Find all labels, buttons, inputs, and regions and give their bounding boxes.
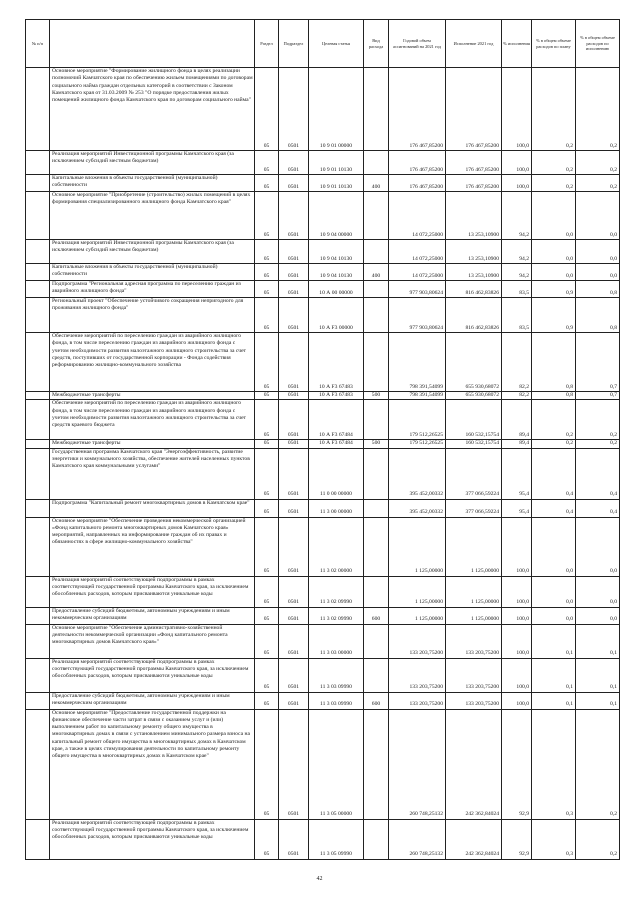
cell-plan: 977 903,80624 [389,281,446,298]
cell-vid [364,333,389,392]
row-num-cell [26,692,50,709]
cell-podrazdel: 0501 [279,576,309,607]
cell-razdel: 05 [255,658,279,692]
cell-share-plan: 0,2 [532,400,576,440]
cell-exec: 13 253,10900 [446,240,502,264]
cell-vid [364,576,389,607]
cell-target: 10 9 04 10130 [309,240,364,264]
cell-share-exec: 0,0 [576,517,620,576]
table-header-row [26,20,620,68]
cell-pct: 100,0 [502,68,532,151]
cell-plan: 1 125,00000 [389,517,446,576]
cell-exec: 133 203,75200 [446,692,502,709]
cell-pct: 94,2 [502,264,532,281]
cell-vid: 400 [364,264,389,281]
cell-plan: 133 203,75200 [389,692,446,709]
table-row [26,517,620,576]
cell-pct: 82,2 [502,392,532,400]
cell-vid: 500 [364,392,389,400]
cell-razdel: 05 [255,448,279,499]
table-row [26,192,620,240]
cell-name: Основное мероприятие "Обеспечение проведения некоммерческой организацией «Фонд капитального ремонта многоквартирных домов Камчатского края» мероприятий, направленных на информирование граждан об их правах и обязанностях в сфере жилищно-коммунального хозяйства" [50,517,255,576]
header-num: № п/п [26,20,50,68]
cell-plan: 395 452,00332 [389,448,446,499]
table-row [26,440,620,448]
cell-name: Реализация мероприятий соответствующей подпрограммы в рамках соответствующей государственной программы Камчатского края, за исключением обособленных расходов, которым присваиваются уникальные коды [50,658,255,692]
cell-vid [364,819,389,859]
cell-pct: 100,0 [502,517,532,576]
cell-podrazdel: 0501 [279,517,309,576]
row-num-cell [26,819,50,859]
table-row [26,333,620,392]
cell-podrazdel: 0501 [279,264,309,281]
cell-plan: 260 748,25132 [389,709,446,819]
header-share-plan: % в общем объеме расходов по плану [532,20,576,68]
cell-exec: 655 930,68072 [446,333,502,392]
cell-plan: 1 125,00000 [389,607,446,624]
cell-pct: 100,0 [502,175,532,192]
cell-share-plan: 0,1 [532,658,576,692]
cell-share-exec: 0,1 [576,692,620,709]
cell-vid [364,448,389,499]
cell-target: 10 А F3 67483 [309,333,364,392]
cell-plan: 14 072,25000 [389,264,446,281]
cell-razdel: 05 [255,692,279,709]
cell-exec: 1 125,00000 [446,517,502,576]
cell-pct: 100,0 [502,607,532,624]
cell-razdel: 05 [255,400,279,440]
cell-share-plan: 0,4 [532,499,576,517]
row-num-cell [26,440,50,448]
cell-pct: 89,4 [502,400,532,440]
cell-share-plan: 0,9 [532,298,576,333]
table-row [26,658,620,692]
cell-target: 10 9 01 10130 [309,151,364,175]
budget-table-page [25,19,619,860]
cell-podrazdel: 0501 [279,448,309,499]
cell-share-exec: 0,7 [576,392,620,400]
cell-vid [364,709,389,819]
table-row [26,607,620,624]
cell-share-plan: 0,8 [532,333,576,392]
cell-share-exec: 0,2 [576,819,620,859]
cell-razdel: 05 [255,576,279,607]
cell-exec: 816 462,83826 [446,298,502,333]
cell-podrazdel: 0501 [279,175,309,192]
table-row [26,448,620,499]
cell-target: 10 А F3 67483 [309,392,364,400]
cell-exec: 13 253,10900 [446,192,502,240]
table-row [26,264,620,281]
cell-share-exec: 0,0 [576,192,620,240]
cell-share-exec: 0,0 [576,607,620,624]
cell-pct: 94,2 [502,240,532,264]
header-pct: % исполнения [502,20,532,68]
cell-exec: 160 532,15754 [446,440,502,448]
cell-target: 11 0 00 00000 [309,448,364,499]
row-num-cell [26,709,50,819]
table-row [26,499,620,517]
cell-vid [364,499,389,517]
cell-pct: 100,0 [502,576,532,607]
cell-vid: 500 [364,440,389,448]
cell-name: Предоставление субсидий бюджетным, автономным учреждениям и иным некоммерческим организациям [50,692,255,709]
row-num-cell [26,68,50,151]
cell-pct: 89,4 [502,440,532,448]
row-num-cell [26,448,50,499]
cell-vid [364,298,389,333]
cell-exec: 13 253,10900 [446,264,502,281]
cell-razdel: 05 [255,517,279,576]
cell-plan: 1 125,00000 [389,576,446,607]
cell-razdel: 05 [255,819,279,859]
cell-target: 10 9 04 00000 [309,192,364,240]
cell-share-plan: 0,8 [532,392,576,400]
cell-share-exec: 0,8 [576,298,620,333]
cell-razdel: 05 [255,240,279,264]
table-row [26,68,620,151]
cell-name: Обеспечение мероприятий по переселению граждан из аварийного жилищного фонда, в том числе переселению граждан из аварийного жилищного фонда с учетом необходимости развития малоэтажного жилищного строительства за счет средств, поступивших от государственной корпорации - Фонда содействия реформированию жилищно-коммунального хозяйства [50,333,255,392]
cell-exec: 133 203,75200 [446,658,502,692]
cell-vid [364,517,389,576]
cell-name: Региональный проект "Обеспечение устойчивого сокращения непригодного для проживания жилищного фонда" [50,298,255,333]
row-num-cell [26,175,50,192]
cell-pct: 94,2 [502,192,532,240]
header-target: Целевая статья [309,20,364,68]
cell-share-exec: 0,0 [576,264,620,281]
page-number: 42 [316,876,323,882]
cell-share-exec: 0,4 [576,499,620,517]
cell-plan: 395 452,00332 [389,499,446,517]
table-body [26,68,620,860]
cell-target: 11 3 00 00000 [309,499,364,517]
cell-share-exec: 0,2 [576,400,620,440]
cell-plan: 179 512,26525 [389,400,446,440]
cell-share-exec: 0,4 [576,448,620,499]
cell-exec: 655 930,68072 [446,392,502,400]
cell-podrazdel: 0501 [279,692,309,709]
cell-razdel: 05 [255,624,279,658]
header-share-exec: % в общем объеме расходов по исполнению [576,20,620,68]
cell-vid: 400 [364,175,389,192]
cell-name: Капитальные вложения в объекты государственной (муниципальной) собственности [50,264,255,281]
cell-razdel: 05 [255,499,279,517]
cell-target: 10 9 04 10130 [309,264,364,281]
cell-pct: 82,2 [502,333,532,392]
row-num-cell [26,151,50,175]
cell-vid [364,151,389,175]
row-num-cell [26,298,50,333]
cell-target: 11 3 02 00000 [309,517,364,576]
cell-razdel: 05 [255,281,279,298]
row-num-cell [26,517,50,576]
row-num-cell [26,624,50,658]
cell-name: Межбюджетные трансферты [50,440,255,448]
cell-pct: 92,9 [502,819,532,859]
table-row [26,576,620,607]
cell-share-exec: 0,7 [576,333,620,392]
header-exec: Исполнение 2021 год [446,20,502,68]
cell-razdel: 05 [255,392,279,400]
cell-exec: 377 066,59224 [446,499,502,517]
cell-plan: 176 467,85200 [389,175,446,192]
cell-target: 11 3 03 09990 [309,658,364,692]
cell-exec: 1 125,00000 [446,576,502,607]
row-num-cell [26,576,50,607]
cell-exec: 1 125,00000 [446,607,502,624]
table-row [26,281,620,298]
cell-vid [364,240,389,264]
cell-pct: 100,0 [502,151,532,175]
cell-target: 11 3 05 00000 [309,709,364,819]
cell-share-exec: 0,1 [576,624,620,658]
cell-target: 10 А F3 67484 [309,400,364,440]
cell-podrazdel: 0501 [279,624,309,658]
cell-share-plan: 0,2 [532,68,576,151]
cell-podrazdel: 0501 [279,440,309,448]
cell-exec: 242 362,84024 [446,709,502,819]
cell-share-plan: 0,0 [532,517,576,576]
cell-target: 10 А F3 67484 [309,440,364,448]
cell-share-exec: 0,2 [576,709,620,819]
cell-pct: 95,4 [502,448,532,499]
table-row [26,709,620,819]
cell-razdel: 05 [255,68,279,151]
cell-razdel: 05 [255,175,279,192]
cell-share-plan: 0,0 [532,240,576,264]
row-num-cell [26,607,50,624]
cell-name: Реализация мероприятий Инвестиционной программы Камчатского края (за исключением субсидий местным бюджетам) [50,240,255,264]
cell-podrazdel: 0501 [279,333,309,392]
cell-share-exec: 0,2 [576,175,620,192]
cell-podrazdel: 0501 [279,151,309,175]
cell-plan: 176 467,85200 [389,68,446,151]
cell-vid [364,192,389,240]
budget-table [25,19,620,860]
cell-name: Реализация мероприятий Инвестиционной программы Камчатского края (за исключением субсидий местным бюджетам) [50,151,255,175]
cell-pct: 100,0 [502,624,532,658]
table-row [26,175,620,192]
cell-name: Основное мероприятие "Обеспечение административно-хозяйственной деятельности некоммерческой организации «Фонд капитального ремонта многоквартирных домов Камчатского края»" [50,624,255,658]
cell-share-plan: 0,2 [532,440,576,448]
cell-share-exec: 0,0 [576,240,620,264]
table-row [26,392,620,400]
cell-target: 11 3 02 09990 [309,607,364,624]
cell-podrazdel: 0501 [279,709,309,819]
cell-plan: 179 512,26525 [389,440,446,448]
cell-share-plan: 0,0 [532,576,576,607]
cell-share-exec: 0,2 [576,151,620,175]
cell-target: 10 9 01 00000 [309,68,364,151]
cell-podrazdel: 0501 [279,658,309,692]
cell-podrazdel: 0501 [279,68,309,151]
row-num-cell [26,192,50,240]
cell-share-plan: 0,2 [532,175,576,192]
cell-share-plan: 0,3 [532,709,576,819]
cell-share-exec: 0,1 [576,658,620,692]
cell-share-plan: 0,4 [532,448,576,499]
cell-share-plan: 0,9 [532,281,576,298]
cell-vid [364,68,389,151]
cell-pct: 83,5 [502,298,532,333]
cell-plan: 798 391,54099 [389,333,446,392]
row-num-cell [26,499,50,517]
cell-name: Капитальные вложения в объекты государственной (муниципальной) собственности [50,175,255,192]
cell-share-exec: 0,2 [576,68,620,151]
cell-target: 11 3 05 09990 [309,819,364,859]
header-name [50,20,255,68]
cell-razdel: 05 [255,264,279,281]
cell-exec: 133 203,75200 [446,624,502,658]
header-podrazdel: Подраздел [279,20,309,68]
row-num-cell [26,281,50,298]
cell-vid [364,658,389,692]
cell-target: 11 3 02 09990 [309,576,364,607]
cell-exec: 176 467,85200 [446,68,502,151]
row-num-cell [26,333,50,392]
cell-vid: 600 [364,692,389,709]
header-plan: Годовой объем ассигнований на 2021 год [389,20,446,68]
cell-share-exec: 0,2 [576,440,620,448]
cell-exec: 160 532,15754 [446,400,502,440]
cell-share-exec: 0,0 [576,576,620,607]
table-row [26,400,620,440]
cell-exec: 377 066,59224 [446,448,502,499]
cell-pct: 95,4 [502,499,532,517]
cell-podrazdel: 0501 [279,298,309,333]
cell-vid [364,400,389,440]
cell-podrazdel: 0501 [279,240,309,264]
cell-target: 10 9 01 10130 [309,175,364,192]
header-vid: Вид расхода [364,20,389,68]
table-row [26,692,620,709]
cell-podrazdel: 0501 [279,392,309,400]
cell-plan: 260 748,25132 [389,819,446,859]
cell-target: 10 А F3 00000 [309,298,364,333]
cell-podrazdel: 0501 [279,400,309,440]
cell-plan: 176 467,85200 [389,151,446,175]
cell-vid: 600 [364,607,389,624]
cell-name: Основное мероприятие "Формирование жилищного фонда в целях реализации полномочий Камчатского края по обеспечению жильем помещениями по договорам социального найма граждан отдельных категорий в соответствии с Законом Камчатского края от 31.03.2009 № 253 "О порядке предоставления жилых помещений жилищного фонда Камчатского края по договорам социального найма" [50,68,255,151]
cell-exec: 816 462,83826 [446,281,502,298]
cell-share-plan: 0,3 [532,819,576,859]
cell-pct: 92,9 [502,709,532,819]
row-num-cell [26,392,50,400]
cell-plan: 977 903,80624 [389,298,446,333]
cell-podrazdel: 0501 [279,607,309,624]
cell-pct: 100,0 [502,658,532,692]
row-num-cell [26,264,50,281]
cell-podrazdel: 0501 [279,499,309,517]
cell-plan: 798 391,54099 [389,392,446,400]
cell-name: Подпрограмма "Региональная адресная программа по переселению граждан из аварийного жилищного фонда" [50,281,255,298]
cell-exec: 242 362,84024 [446,819,502,859]
table-row [26,624,620,658]
cell-name: Межбюджетные трансферты [50,392,255,400]
cell-name: Реализация мероприятий соответствующей подпрограммы в рамках соответствующей государственной программы Камчатского края, за исключением обособленных расходов, которым присваиваются уникальные коды [50,819,255,859]
cell-share-plan: 0,0 [532,607,576,624]
cell-exec: 176 467,85200 [446,175,502,192]
cell-name: Обеспечение мероприятий по переселению граждан из аварийного жилищного фонда, в том числе переселению граждан из аварийного жилищного фонда с учетом необходимости развития малоэтажного жилищного строительства за счет средств краевого бюджета [50,400,255,440]
cell-plan: 133 203,75200 [389,624,446,658]
row-num-cell [26,240,50,264]
table-row [26,240,620,264]
cell-razdel: 05 [255,709,279,819]
table-row [26,151,620,175]
cell-razdel: 05 [255,440,279,448]
cell-razdel: 05 [255,298,279,333]
cell-share-plan: 0,2 [532,151,576,175]
cell-razdel: 05 [255,607,279,624]
cell-share-plan: 0,1 [532,692,576,709]
cell-pct: 83,5 [502,281,532,298]
cell-share-plan: 0,0 [532,192,576,240]
table-row [26,298,620,333]
cell-plan: 14 072,25000 [389,240,446,264]
cell-target: 11 3 03 00000 [309,624,364,658]
cell-name: Основное мероприятие "Приобретение (строительство) жилых помещений в целях формирования специализированного жилищного фонда Камчатского края" [50,192,255,240]
cell-podrazdel: 0501 [279,819,309,859]
cell-name: Подпрограмма "Капитальный ремонт многоквартирных домов в Камчатском крае" [50,499,255,517]
cell-razdel: 05 [255,151,279,175]
cell-share-plan: 0,1 [532,624,576,658]
table-row [26,819,620,859]
cell-podrazdel: 0501 [279,281,309,298]
cell-exec: 176 467,85200 [446,151,502,175]
cell-vid [364,281,389,298]
cell-razdel: 05 [255,192,279,240]
cell-share-exec: 0,8 [576,281,620,298]
cell-target: 10 А 00 00000 [309,281,364,298]
header-razdel: Раздел [255,20,279,68]
cell-name: Государственная программа Камчатского края "Энергоэффективность, развитие энергетики и коммунального хозяйства, обеспечение жителей населенных пунктов Камчатского края коммунальными услугами" [50,448,255,499]
cell-name: Основное мероприятие "Предоставление государственной поддержки на финансовое обеспечение части затрат в связи с оказанием услуг и (или) выполнением работ по капитальному ремонту общего имущества в многоквартирных домах в связи с установлением минимального размера взноса на капитальный ремонт общего имущества в многоквартирных домах в Камчатском крае, а также в целях стимулирования деятельности по капитальному ремонту общего имущества в многоквартирных домах в Камчатском крае" [50,709,255,819]
row-num-cell [26,400,50,440]
cell-target: 11 3 03 09990 [309,692,364,709]
cell-share-plan: 0,0 [532,264,576,281]
cell-plan: 133 203,75200 [389,658,446,692]
cell-razdel: 05 [255,333,279,392]
row-num-cell [26,658,50,692]
cell-name: Реализация мероприятий соответствующей подпрограммы в рамках соответствующей государственной программы Камчатского края, за исключением обособленных расходов, которым присваиваются уникальные коды [50,576,255,607]
cell-vid [364,624,389,658]
cell-pct: 100,0 [502,692,532,709]
cell-name: Предоставление субсидий бюджетным, автономным учреждениям и иным некоммерческим организациям [50,607,255,624]
cell-podrazdel: 0501 [279,192,309,240]
cell-plan: 14 072,25000 [389,192,446,240]
